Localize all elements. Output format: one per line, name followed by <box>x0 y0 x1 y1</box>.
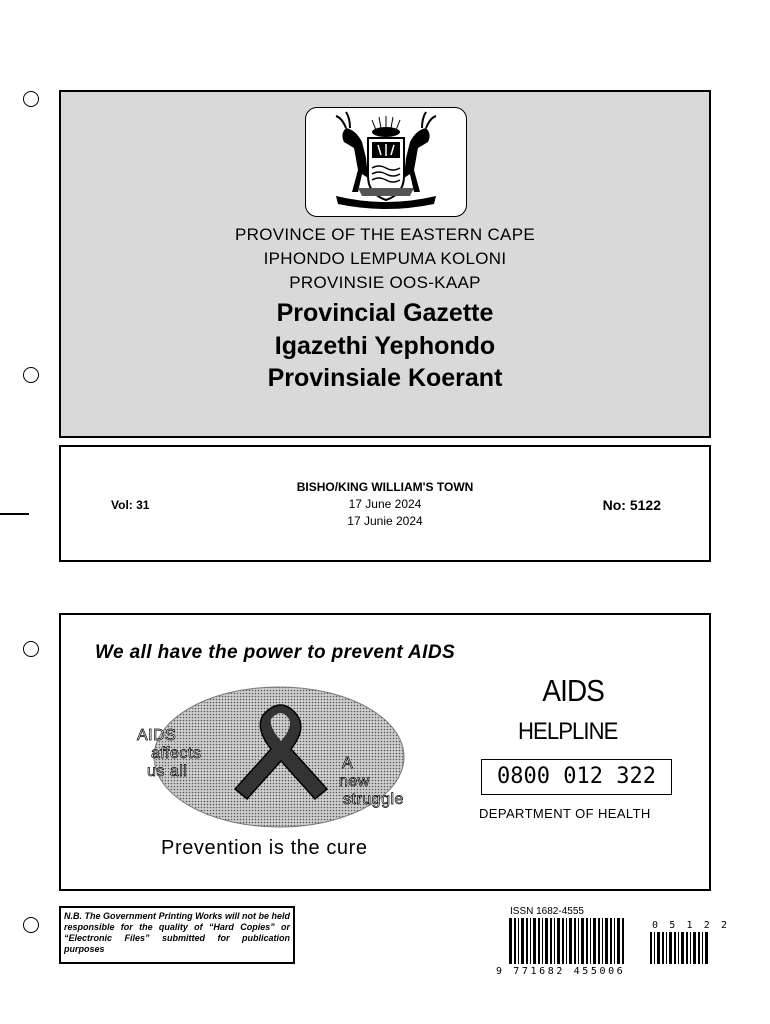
barcode-digits: 9 771682 455006 <box>496 966 626 977</box>
punch-hole <box>23 91 39 107</box>
issue-number: No: 5122 <box>602 497 661 513</box>
ribbon-text-new: new <box>339 773 370 790</box>
issn-number: ISSN 1682-4555 <box>510 906 584 917</box>
helpline-phone: 0800 012 322 <box>481 759 672 795</box>
province-name-english: PROVINCE OF THE EASTERN CAPE <box>235 225 535 244</box>
coat-of-arms-icon <box>306 108 466 216</box>
gazette-title-afrikaans: Provinsiale Koerant <box>267 364 503 392</box>
barcode-icon <box>508 918 628 964</box>
ribbon-text-us-all: us all <box>147 763 188 780</box>
coat-of-arms <box>305 107 467 217</box>
issue-addon-digits: 0 5 1 2 2 <box>652 920 730 931</box>
ribbon-text-struggle: struggle <box>343 791 404 808</box>
ribbon-text-affects: affects <box>151 745 202 762</box>
gazette-title-xhosa: Igazethi Yephondo <box>274 332 496 360</box>
issue-info <box>59 445 711 562</box>
masthead <box>59 90 711 438</box>
publication-place: BISHO/KING WILLIAM'S TOWN <box>296 480 474 494</box>
punch-hole <box>23 917 39 933</box>
addon-barcode-icon <box>649 932 711 964</box>
disclaimer-box: N.B. The Government Printing Works will not be held responsible for the quality of “Hard Copies” or “Electronic Files” submitted for publication purposes <box>59 906 295 964</box>
province-name-xhosa: IPHONDO LEMPUMA KOLONI <box>263 249 507 268</box>
aids-advert <box>59 613 711 891</box>
department-of-health: DEPARTMENT OF HEALTH <box>479 806 651 821</box>
punch-hole <box>23 641 39 657</box>
margin-mark <box>0 513 29 515</box>
ribbon-text-aids: AIDS <box>137 727 177 744</box>
issue-date-english: 17 June 2024 <box>348 497 422 511</box>
volume-number: Vol: 31 <box>111 498 150 512</box>
punch-hole <box>23 367 39 383</box>
aids-headline: We all have the power to prevent AIDS <box>95 642 456 663</box>
ribbon-text-a: A <box>342 755 354 772</box>
helpline-label: HELPLINE <box>518 718 618 745</box>
province-name-afrikaans: PROVINSIE OOS-KAAP <box>289 273 481 292</box>
issue-date-afrikaans: 17 Junie 2024 <box>347 514 423 528</box>
gazette-title-english: Provincial Gazette <box>276 299 494 327</box>
prevention-tagline: Prevention is the cure <box>161 837 368 859</box>
aids-label: AIDS <box>542 673 604 708</box>
